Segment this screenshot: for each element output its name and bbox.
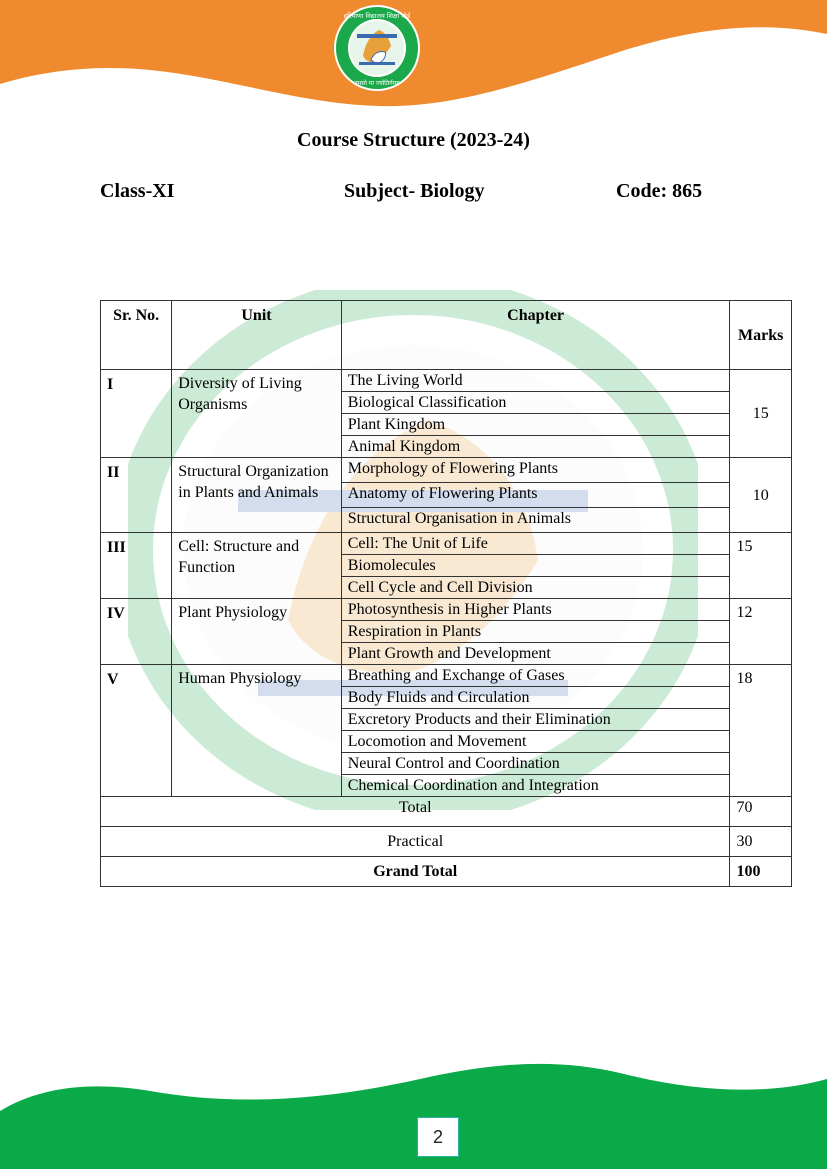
- footer-green-wave: [0, 1039, 827, 1169]
- header-unit: Unit: [172, 301, 342, 370]
- document-title: Course Structure (2023-24): [297, 129, 530, 151]
- unit-marks: 10: [730, 458, 792, 533]
- chapter-cell: Cell Cycle and Cell Division: [341, 577, 730, 599]
- unit-name: Diversity of Living Organisms: [172, 370, 342, 458]
- unit-name: Structural Organization in Plants and Animals: [172, 458, 342, 533]
- subject-label: Subject- Biology: [344, 180, 485, 202]
- chapter-cell: Plant Growth and Development: [341, 643, 730, 665]
- chapter-cell: The Living World: [341, 370, 730, 392]
- unit-marks: 15: [730, 533, 792, 599]
- unit-sr: V: [101, 665, 172, 797]
- chapter-cell: Locomotion and Movement: [341, 731, 730, 753]
- unit-marks: 12: [730, 599, 792, 665]
- header-sr-no: Sr. No.: [101, 301, 172, 370]
- logo-text-bottom: तमसो मा ज्योतिर्गमय: [354, 80, 400, 87]
- unit-sr: IV: [101, 599, 172, 665]
- board-logo: [333, 4, 421, 92]
- unit-sr: II: [101, 458, 172, 533]
- unit-marks: 15: [730, 370, 792, 458]
- chapter-cell: Structural Organisation in Animals: [341, 508, 730, 533]
- class-label: Class-XI: [100, 180, 175, 202]
- chapter-cell: Biomolecules: [341, 555, 730, 577]
- chapter-cell: Cell: The Unit of Life: [341, 533, 730, 555]
- chapter-cell: Neural Control and Coordination: [341, 753, 730, 775]
- chapter-cell: Animal Kingdom: [341, 436, 730, 458]
- grand-total-row: [101, 857, 792, 887]
- logo-text-top: हरियाणा विद्यालय शिक्षा बोर्ड: [343, 12, 411, 20]
- table-row: [101, 533, 792, 555]
- chapter-cell: Breathing and Exchange of Gases: [341, 665, 730, 687]
- unit-name: Plant Physiology: [172, 599, 342, 665]
- grand-total-label: Grand Total: [101, 857, 730, 887]
- practical-marks: 30: [730, 827, 792, 857]
- chapter-cell: Excretory Products and their Elimination: [341, 709, 730, 731]
- chapter-cell: Respiration in Plants: [341, 621, 730, 643]
- table-row: [101, 370, 792, 392]
- unit-name: Human Physiology: [172, 665, 342, 797]
- total-marks: 70: [730, 797, 792, 827]
- chapter-cell: Chemical Coordination and Integration: [341, 775, 730, 797]
- chapter-cell: Biological Classification: [341, 392, 730, 414]
- code-label: Code: 865: [616, 180, 703, 202]
- table-row: [101, 458, 792, 483]
- chapter-cell: Body Fluids and Circulation: [341, 687, 730, 709]
- unit-name: Cell: Structure and Function: [172, 533, 342, 599]
- header-chapter: Chapter: [341, 301, 730, 370]
- unit-sr: I: [101, 370, 172, 458]
- chapter-cell: Morphology of Flowering Plants: [341, 458, 730, 483]
- chapter-cell: Plant Kingdom: [341, 414, 730, 436]
- page-number: 2: [417, 1117, 459, 1157]
- unit-marks: 18: [730, 665, 792, 797]
- grand-total-marks: 100: [730, 857, 792, 887]
- table-header-row: [101, 301, 792, 370]
- chapter-cell: Photosynthesis in Higher Plants: [341, 599, 730, 621]
- header-marks: Marks: [730, 301, 792, 370]
- table-row: [101, 665, 792, 687]
- course-structure-table: [100, 300, 792, 887]
- total-row: [101, 797, 792, 827]
- chapter-cell: Anatomy of Flowering Plants: [341, 483, 730, 508]
- total-label: Total: [101, 797, 730, 827]
- practical-label: Practical: [101, 827, 730, 857]
- table-row: [101, 599, 792, 621]
- practical-row: [101, 827, 792, 857]
- unit-sr: III: [101, 533, 172, 599]
